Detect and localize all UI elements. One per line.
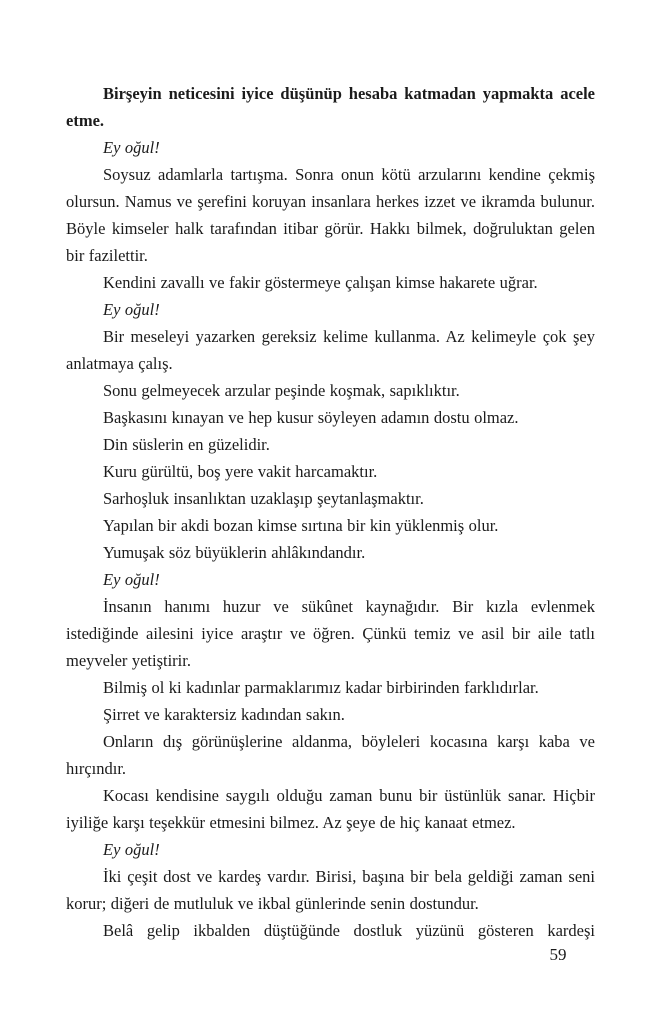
paragraph: Şirret ve karaktersiz kadından sakın. xyxy=(103,705,345,724)
paragraph: Onların dış görünüşlerine aldanma, böyleleri kocasına karşı kaba ve hırçındır. xyxy=(66,732,595,778)
paragraph: Kocası kendisine saygılı olduğu zaman bunu bir üstünlük sanar. Hiçbir iyiliğe karşı teşekkür etmesini bilmez. Az şeye de hiç kanaat etmez. xyxy=(66,786,595,832)
paragraph: İki çeşit dost ve kardeş vardır. Birisi, başına bir bela geldiği zaman seni korur; diğeri de mutluluk ve ikbal günlerinde senin dostundur. xyxy=(66,867,595,913)
paragraph: Soysuz adamlarla tartışma. Sonra onun kötü arzularını kendine çekmiş olursun. Namus ve şerefini koruyan insanlara herkes izzet ve ikramda bulunur. Böyle kimseler halk tarafından itibar görür. Hakkı bilmek, doğruluktan gelen bir fazilettir. xyxy=(66,165,595,265)
paragraph: Sarhoşluk insanlıktan uzaklaşıp şeytanlaşmaktır. xyxy=(103,489,424,508)
paragraph-italic-vocative: Ey oğul! xyxy=(103,138,160,157)
paragraph: Belâ gelip ikbalden düştüğünde dostluk yüzünü gösteren kardeşi xyxy=(103,921,595,940)
paragraph: Kendini zavallı ve fakir göstermeye çalışan kimse hakarete uğrar. xyxy=(103,273,538,292)
paragraph-bold-aphorism: Birşeyin neticesini iyice düşünüp hesaba katmadan yapmakta acele etme. xyxy=(66,84,595,130)
page-number: 59 xyxy=(549,945,567,964)
text-block xyxy=(66,80,595,944)
paragraph: Yapılan bir akdi bozan kimse sırtına bir kin yüklenmiş olur. xyxy=(103,516,499,535)
paragraph: İnsanın hanımı huzur ve sükûnet kaynağıdır. Bir kızla evlenmek istediğinde ailesini iyice araştır ve öğren. Çünkü temiz ve asil bir aile tatlı meyveler yetiştirir. xyxy=(66,597,595,670)
paragraph: Bir meseleyi yazarken gereksiz kelime kullanma. Az kelimeyle çok şey anlatmaya çalış. xyxy=(66,327,595,373)
paragraph: Yumuşak söz büyüklerin ahlâkındandır. xyxy=(103,543,366,562)
paragraph: Başkasını kınayan ve hep kusur söyleyen adamın dostu olmaz. xyxy=(103,408,519,427)
paragraph: Kuru gürültü, boş yere vakit harcamaktır. xyxy=(103,462,378,481)
paragraph: Bilmiş ol ki kadınlar parmaklarımız kadar birbirinden farklıdırlar. xyxy=(103,678,539,697)
paragraph-italic-vocative: Ey oğul! xyxy=(103,840,160,859)
paragraph: Din süslerin en güzelidir. xyxy=(103,435,270,454)
paragraph: Sonu gelmeyecek arzular peşinde koşmak, sapıklıktır. xyxy=(103,381,460,400)
paragraph-italic-vocative: Ey oğul! xyxy=(103,300,160,319)
paragraph-italic-vocative: Ey oğul! xyxy=(103,570,160,589)
